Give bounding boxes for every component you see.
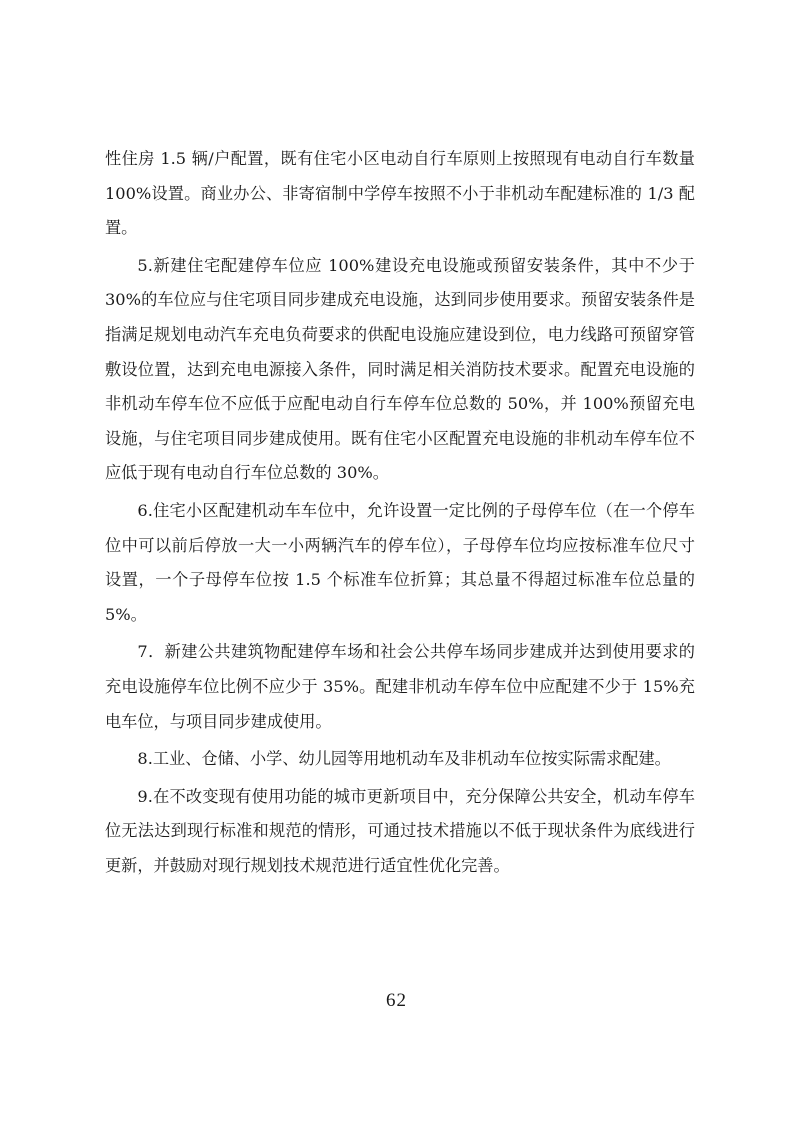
- page-number: 62: [386, 990, 407, 1011]
- paragraph-continuation: 性住房 1.5 辆/户配置，既有住宅小区电动自行车原则上按照现有电动自行车数量 100%设置。商业办公、非寄宿制中学停车按照不小于非机动车配建标准的 1/3 配置。: [105, 149, 695, 238]
- paragraph-item-5: 5.新建住宅配建停车位应 100%建设充电设施或预留安装条件，其中不少于 30%的车位应与住宅项目同步建成充电设施，达到同步使用要求。预留安装条件是指满足规划电动汽车充电负荷要求的供配电设施应建设到位，电力线路可预留穿管敷设位置，达到充电电源接入条件，同时满足相关消防技术要求。配置充电设施的非机动车停车位不应低于应配电动自行车停车位总数的 50%，并 100%预留充电设施，与住宅项目同步建成使用。既有住宅小区配置充电设施的非机动车停车位不应低于现有电动自行车位总数的 30%。: [105, 255, 695, 483]
- paragraph-item-6: 6.住宅小区配建机动车车位中，允许设置一定比例的子母停车位（在一个停车位中可以前后停放一大一小两辆汽车的停车位），子母停车位均应按标准车位尺寸设置，一个子母停车位按 1.5 个标准车位折算；其总量不得超过标准车位总量的 5%。: [105, 500, 695, 624]
- paragraph-item-9: 9.在不改变现有使用功能的城市更新项目中，充分保障公共安全，机动车停车位无法达到现行标准和规范的情形，可通过技术措施以不低于现状条件为底线进行更新，并鼓励对现行规划技术规范进行适宜性优化完善。: [105, 786, 695, 875]
- paragraph-item-7: 7．新建公共建筑物配建停车场和社会公共停车场同步建成并达到使用要求的充电设施停车位比例不应少于 35%。配建非机动车停车位中应配建不少于 15%充电车位，与项目同步建成使用。: [105, 642, 695, 731]
- paragraph-item-8: 8.工业、仓储、小学、幼儿园等用地机动车及非机动车位按实际需求配建。: [137, 749, 671, 769]
- document-body: [105, 142, 695, 886]
